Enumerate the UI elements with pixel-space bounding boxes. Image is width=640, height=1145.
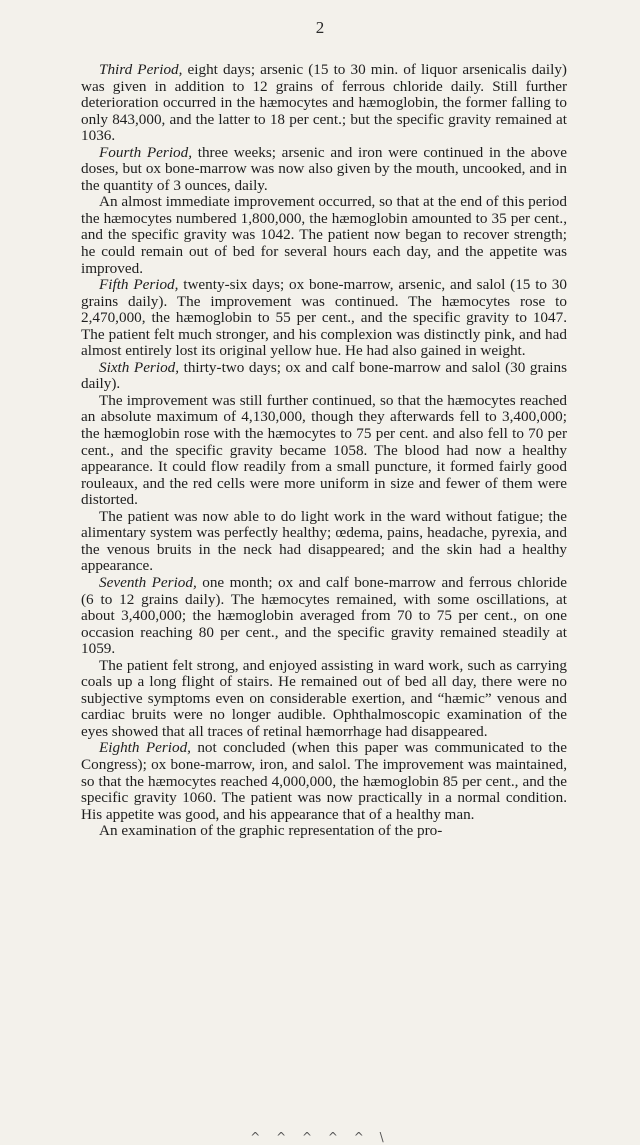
paragraph-fifth-period — [81, 277, 567, 360]
paragraph-text: An almost immediate improvement occurred, so that at the end of this period the hæmocytes numbered 1,800,000, the hæmoglobin amounted to 35 per cent., and the specific gravity was 1042. The patient now began to recover strength; he could remain out of bed for several hours each day, and the appetite was improved. — [81, 193, 567, 277]
period-heading: Fifth Period, — [99, 276, 179, 294]
period-heading: Seventh Period, — [99, 573, 197, 591]
paragraph-examination — [81, 823, 567, 840]
paragraph-seventh-period — [81, 575, 567, 658]
paragraph-fourth-period — [81, 145, 567, 195]
paragraph-text: An examination of the graphic representation of the pro- — [99, 822, 443, 840]
paragraph-text: twenty-six days; ox bone-marrow, arsenic, and salol (15 to 30 grains daily). The improvement was continued. The hæmocytes rose to 2,470,000, the hæmoglobin to 55 per cent., and the specific gravity to 1047. The patient felt much stronger, and his complexion was distinctly pink, and had almost entirely lost its original yellow hue. He had also gained in weight. — [81, 276, 567, 360]
paragraph-eighth-period — [81, 740, 567, 823]
paragraph-text: eight days; arsenic (15 to 30 min. of liquor arsenicalis daily) was given in addition to 12 grains of ferrous chloride daily. Still further deterioration occurred in the hæmocytes and hæmoglobin, the former falling to only 843,000, and the latter to 18 per cent.; but the specific gravity remained at 1036. — [81, 61, 567, 145]
paragraph-text: The patient felt strong, and enjoyed assisting in ward work, such as carrying coals up a long flight of stairs. He remained out of bed all day, there were no subjective symptoms even on considerable exertion, and “hæmic” venous and cardiac bruits were no longer audible. Ophthalmoscopic examination of the eyes showed that all traces of retinal hæmorrhage had disappeared. — [81, 656, 567, 740]
paragraph-improvement-2 — [81, 393, 567, 509]
body-text — [81, 62, 567, 840]
period-heading: Eighth Period, — [99, 739, 191, 757]
footer-printer-mark: ^ ^ ^ ^ ^ \ — [250, 1130, 390, 1144]
paragraph-text: three weeks; arsenic and iron were continued in the above doses, but ox bone-marrow was now also given by the mouth, uncooked, and in the quantity of 3 ounces, daily. — [81, 143, 567, 194]
period-heading: Sixth Period, — [99, 358, 180, 376]
paragraph-text: one month; ox and calf bone-marrow and ferrous chloride (6 to 12 grains daily). The hæmocytes remained, with some oscillations, at about 3,400,000; the hæmoglobin averaged from 70 to 75 per cent., on one occasion reaching 80 per cent., and the specific gravity remained steadily at 1059. — [81, 573, 567, 658]
paragraph-text: thirty-two days; ox and calf bone-marrow and salol (30 grains daily). — [81, 358, 568, 393]
paragraph-third-period — [81, 62, 567, 145]
period-heading: Fourth Period, — [99, 143, 193, 161]
period-heading: Third Period, — [99, 61, 183, 78]
paragraph-light-work — [81, 509, 567, 575]
paragraph-felt-strong — [81, 658, 567, 741]
paragraph-improvement-1 — [81, 194, 567, 277]
paragraph-text: The improvement was still further continued, so that the hæmocytes reached an absolute maximum of 4,130,000, though they afterwards fell to 3,400,000; the hæmoglobin rose with the hæmocytes to 75 per cent. and also fell to 70 per cent., and the specific gravity became 1058. The blood had now a healthy appearance. It could flow readily from a small puncture, it formed fairly good rouleaux, and the red cells were more uniform in size and fewer of them were distorted. — [81, 391, 567, 509]
paragraph-sixth-period — [81, 360, 567, 393]
paragraph-text: The patient was now able to do light work in the ward without fatigue; the alimentary system was perfectly healthy; œdema, pains, headache, pyrexia, and the venous bruits in the neck had disappeared; and the skin had a healthy appearance. — [81, 507, 567, 575]
page-number: 2 — [315, 18, 325, 37]
paragraph-text: not concluded (when this paper was communicated to the Congress); ox bone-marrow, iron, and salol. The improvement was maintained, so that the hæmocytes reached 4,000,000, the hæmoglobin 85 per cent., and the specific gravity 1060. The patient was now practically in a normal condition. His appetite was good, and his appearance that of a healthy man. — [81, 739, 567, 823]
